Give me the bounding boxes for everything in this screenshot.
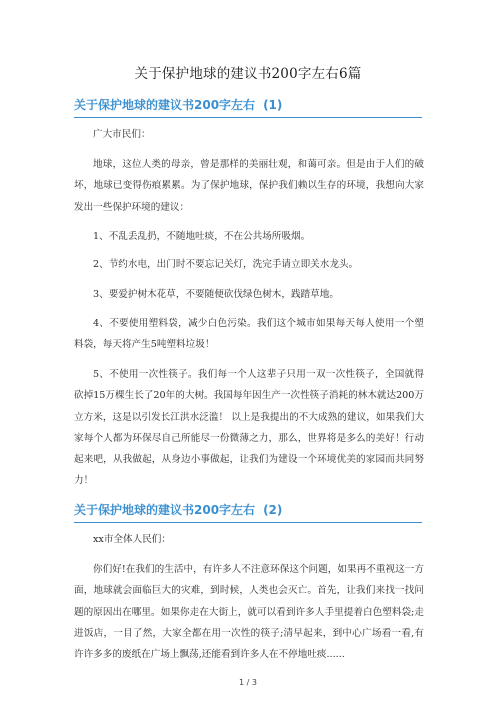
section-number: (1) — [263, 98, 283, 112]
section-heading-text: 关于保护地球的建议书200字左右 — [74, 503, 256, 517]
body-paragraph: 你们好!在我们的生活中，有许多人不注意环保这个问题，如果再不重视这一方面，地球就会面临巨大的灾难，到时候，人类也会灭亡。首先，让我们来找一找问题的原因出在哪里。如果你走在大街上，就可以看到许多人手里提着白色塑料袋;走进饭店，一目了然，大家全都在用一次性的筷子;清早起来，到中心广场看一看,有许许多多的废纸在广场上飘荡,还能看到许多人在不停地吐痰...... — [74, 564, 424, 661]
section-heading-text: 关于保护地球的建议书200字左右 — [74, 98, 256, 112]
body-paragraph: 地球，这位人类的母亲，曾是那样的美丽壮观，和蔼可亲。但是由于人们的破坏，地球已变得伤痕累累。为了保护地球，保护我们赖以生存的环境，我想向大家发出一些保护环境的建议： — [74, 159, 424, 213]
section-number: (2) — [263, 503, 283, 517]
section-heading-1 — [74, 96, 422, 118]
list-item: 5、不使用一次性筷子。我们每一个人这辈子只用一双一次性筷子，全国就得砍掉15万棵生长了20年的大树。我国每年因生产一次性筷子消耗的林木就达200万立方米，这是以引发长江洪水泛滥！ 以上是我提出的不大成熟的建议，如果我们大家每个人都为环保尽自己所能尽一份微薄之力，那么，世界将是多么的美好！行动起来吧，从我做起，从身边小事做起，让我们为建设一个环境优美的家园而共同努力！ — [74, 369, 424, 487]
list-item: 3、要爱护树木花草，不要随便砍伐绿色树木，践踏草地。 — [93, 289, 339, 300]
section-heading-2 — [74, 501, 422, 523]
document-title: 关于保护地球的建议书200字左右6篇 — [134, 66, 362, 82]
list-item: 2、节约水电，出门时不要忘记关灯，洗完手请立即关水龙头。 — [93, 259, 359, 270]
list-item: 1、不乱丢乱扔，不随地吐痰，不在公共场所吸烟。 — [93, 231, 311, 242]
salutation: xx市全体人民们： — [93, 534, 171, 545]
list-item: 4、不要使用塑料袋，减少白色污染。我们这个城市如果每天每人使用一个塑料袋，每天将产生5吨塑料垃圾！ — [74, 318, 424, 351]
page-indicator: 1 / 3 — [239, 678, 257, 687]
salutation: 广大市民们： — [93, 129, 151, 140]
